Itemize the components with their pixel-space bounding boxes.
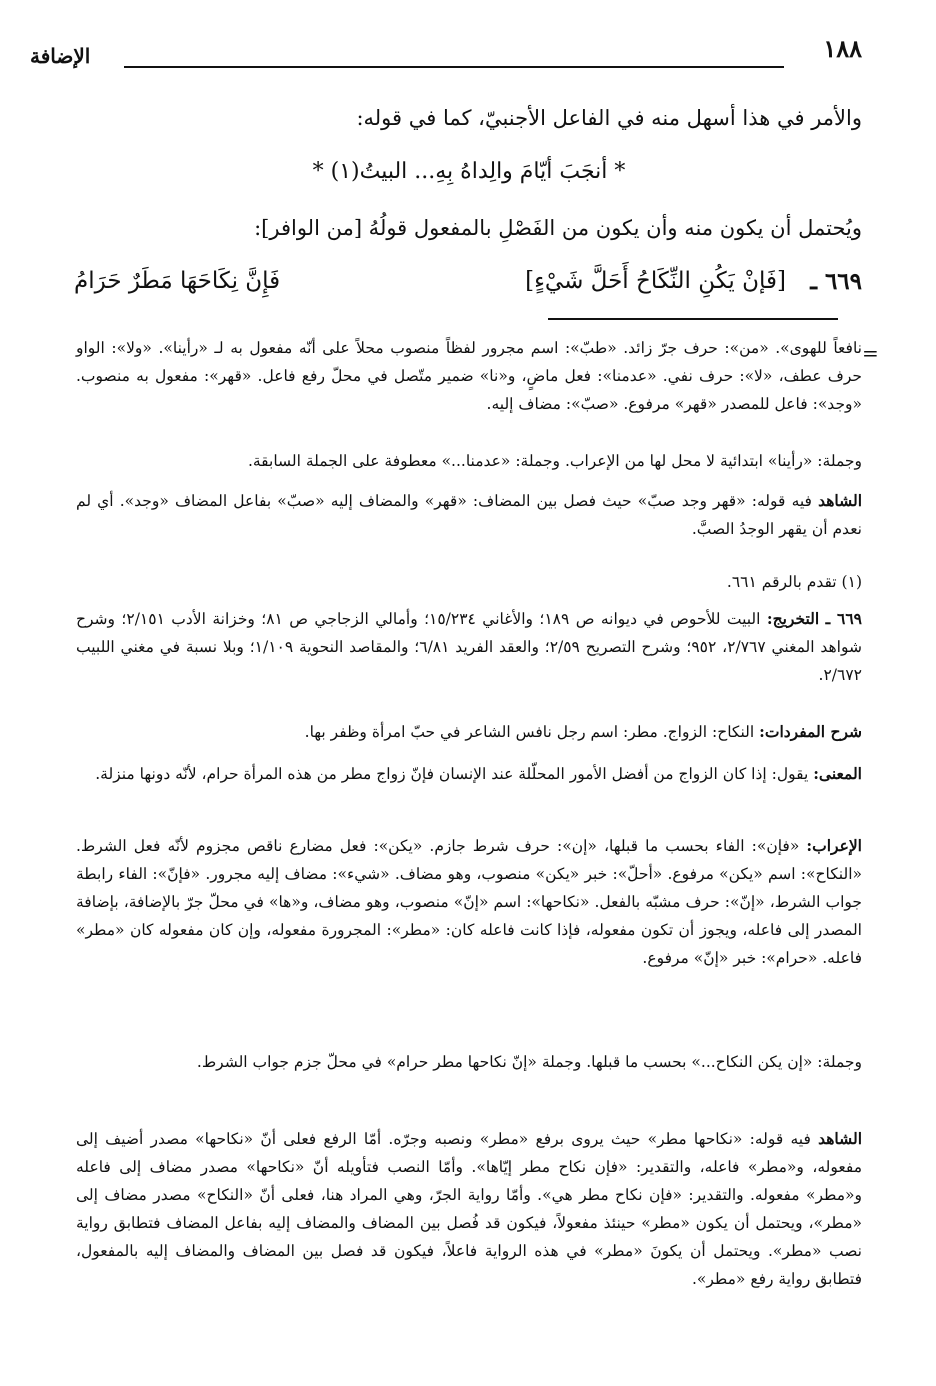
header-rule	[124, 66, 784, 68]
verse-second-hemistich: فَإِنَّ نِكَاحَهَا مَطَرٌ حَرَامُ	[74, 268, 281, 294]
maana-text: يقول: إذا كان الزواج من أفضل الأمور المحلّلة عند الإنسان فإنّ زواج مطر من هذه المرأة حرام، لأنّه دونها منزلة.	[95, 765, 809, 783]
mufradat-paragraph	[76, 718, 862, 746]
irab-label: الإعراب:	[806, 836, 862, 855]
footnote-separator	[548, 318, 838, 320]
possibility-line: ويُحتمل أن يكون منه وأن يكون من الفَصْلِ بالمفعول قولُهُ [من الوافر]:	[254, 216, 862, 240]
mufradat-label: شرح المفردات:	[759, 722, 862, 741]
irab-text: «فإن»: الفاء بحسب ما قبلها، «إن»: حرف شرط جازم. «يكن»: فعل مضارع ناقص مجزوم لأنّه فعل الشرط. «النكاح»: اسم «يكن» مرفوع. «أحلّ»: خبر «يكن» منصوب، وهو مضاف. «شيء»: مضاف إليه مجرور. «فإنّ»: الفاء رابطة جواب الشرط، «إنّ»: حرف مشبّه بالفعل. «نكاحها»: اسم «إنّ» منصوب، وهو مضاف، و«ها» في محلّ جرّ بالإضافة، بإضافة المصدر إلى فاعله، ويجوز أن تكون مفعوله، فإذا كانت فاعله كان: «مطر»: المجرورة مفعوله، وإن كان مفعوله كان «مطر» فاعله. «حرام»: خبر «إنّ» مرفوع.	[76, 837, 862, 967]
shahid-label: الشاهد	[818, 491, 862, 510]
takhrij-number: ٦٦٩ ـ	[825, 609, 862, 628]
prev-note-jumla: وجملة: «رأينا» ابتدائية لا محل لها من الإعراب. وجملة: «عدمنا...» معطوفة على الجملة السابقة.	[247, 452, 862, 470]
intro-line: والأمر في هذا أسهل منه في الفاعل الأجنبيّ، كما في قوله:	[356, 106, 862, 130]
quoted-verse: * أنجَبَ أيّامَ والِداهُ بِهِ... البيتُ(١) *	[312, 159, 626, 184]
shahid-label-2: الشاهد	[818, 1129, 862, 1148]
prev-note-shahid	[76, 487, 862, 543]
shahid-text: فيه قوله: «قهر وجد صبّ» حيث فصل بين المضاف: «قهر» والمضاف إليه «صبّ» بفاعل المضاف «وجد». أي لم نعدم أن يقهر الوجدُ الصبَّ.	[76, 492, 862, 538]
takhrij-paragraph	[76, 605, 862, 689]
page-number: ١٨٨	[823, 34, 862, 63]
maana-paragraph	[76, 760, 862, 788]
jumla-paragraph: وجملة: «إن يكن النكاح...» بحسب ما قبلها. وجملة «إنّ نكاحها مطر حرام» في محلّ جزم جواب الشرط.	[196, 1053, 862, 1071]
maana-label: المعنى:	[813, 764, 862, 783]
takhrij-text: البيت للأحوص في ديوانه ص ١٨٩؛ والأغاني ١٥/٢٣٤؛ وأمالي الزجاجي ص ٨١؛ وخزانة الأدب ٢/١٥١؛ وشرح شواهد المغني ٢/٧٦٧، ٩٥٢؛ وشرح التصريح ٢/٥٩؛ والعقد الفريد ٦/٨١؛ والمقاصد النحوية ١/١٠٩؛ وبلا نسبة في مغني اللبيب ٢/٦٧٢.	[76, 610, 862, 684]
footnote-1: (١) تقدم بالرقم ٦٦١.	[726, 573, 862, 591]
verse-first-hemistich: [فَإنْ يَكُنِ النِّكَاحُ أَحَلَّ شَيْءٍ]	[525, 268, 786, 294]
continuation-mark: =	[862, 341, 879, 365]
prev-note-irab: نافعاً للهوى». «من»: حرف جرّ زائد. «طبّ»: اسم مجرور لفظاً منصوب محلاً على أنّه مفعول به لـ «رأينا». «ولا»: الواو حرف عطف، «لا»: حرف نفي. «عدمنا»: فعل ماضٍ، و«نا» ضمير متّصل في محلّ رفع فاعل. «قهر»: مفعول به منصوب. «وجد»: فاعل للمصدر «قهر» مرفوع. «صبّ»: مضاف إليه.	[76, 339, 862, 413]
verse-number: ٦٦٩ ـ	[810, 268, 862, 295]
shahid-paragraph	[76, 1125, 862, 1293]
chapter-title: الإضافة	[30, 44, 91, 68]
takhrij-label: التخريج:	[766, 609, 820, 628]
shahid-text-2: فيه قوله: «نكاحها مطر» حيث يروى برفع «مطر» ونصبه وجرّه. أمّا الرفع فعلى أنّ «نكاحها» مصدر أضيف إلى مفعوله، و«مطر» فاعله، والتقدير: «فإن نكاح مطر إيّاها». وأمّا النصب فتأويله أنّ «نكاحها» مصدر مضاف إلى فاعله و«مطر» مفعوله. والتقدير: «فإن نكاح مطر هي». وأمّا رواية الجرّ، وهي المراد هنا، فعلى أنّ «النكاح» مصدر مضاف إلى «مطر»، ويحتمل أن يكون «مطر» حينئذ مفعولاً، فيكون قد فُصل بين المضاف والمضاف إليه بفاعل المضاف فتطابق رواية نصب «مطر». ويحتمل أن يكونَ «مطر» في هذه الرواية فاعلاً، فيكون قد فصل بين المضاف والمضاف إليه بالمفعول، فتطابق رواية رفع «مطر».	[76, 1130, 862, 1288]
irab-paragraph	[76, 832, 862, 972]
mufradat-text: النكاح: الزواج. مطر: اسم رجل نافس الشاعر في حبّ امرأة وظفر بها.	[304, 723, 755, 741]
